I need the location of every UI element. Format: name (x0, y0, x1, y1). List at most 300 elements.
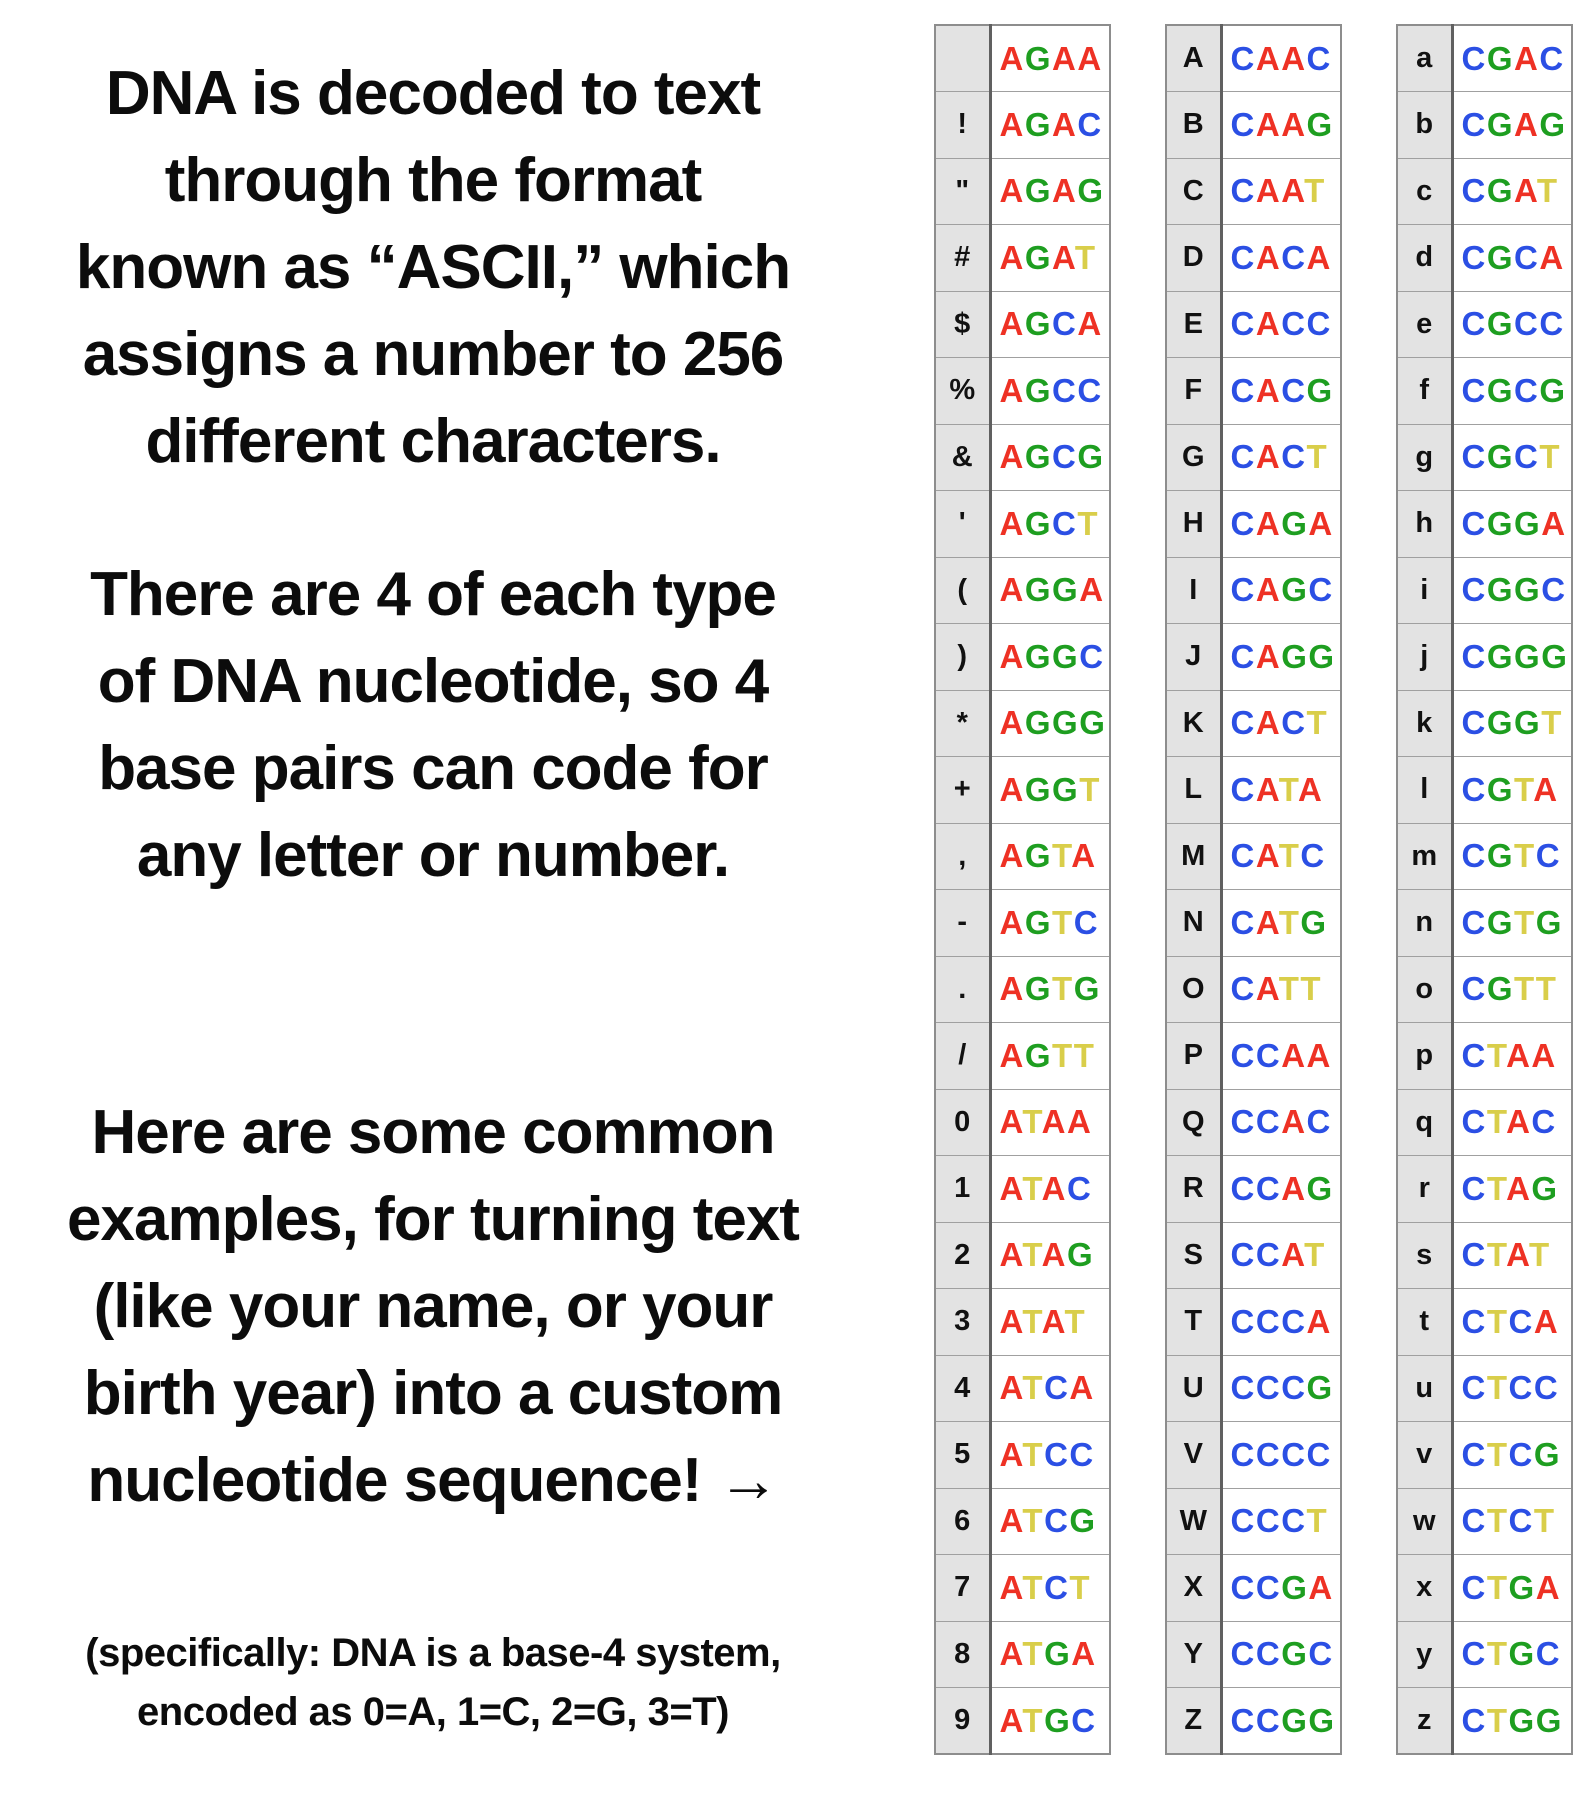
nucleotide-letter-A: A (1306, 238, 1332, 276)
nucleotide-letter-A: A (1255, 238, 1282, 276)
nucleotide-letter-A: A (1281, 1036, 1307, 1074)
dna-code-cell (1221, 424, 1341, 491)
character-cell (935, 25, 990, 92)
dna-code-cell (990, 557, 1110, 624)
nucleotide-letter-G: G (1052, 637, 1080, 675)
character-cell: t (1397, 1289, 1452, 1356)
character-cell: 4 (935, 1355, 990, 1422)
nucleotide-letter-A: A (999, 238, 1025, 276)
text-line: of DNA nucleotide, so 4 (97, 647, 769, 716)
nucleotide-letter-A: A (1041, 1103, 1067, 1141)
table-row (1397, 1355, 1572, 1422)
character-cell: p (1397, 1023, 1452, 1090)
nucleotide-letter-T: T (1304, 172, 1326, 210)
nucleotide-letter-C: C (1230, 305, 1256, 343)
nucleotide-letter-C: C (1281, 1369, 1307, 1407)
character-cell: y (1397, 1621, 1452, 1688)
character-cell: N (1166, 890, 1221, 957)
dna-code-cell (1221, 1621, 1341, 1688)
text-line: birth year) into a custom (83, 1359, 783, 1428)
dna-code-cell (990, 291, 1110, 358)
dna-code-cell (990, 1089, 1110, 1156)
nucleotide-letter-C: C (1300, 837, 1326, 875)
nucleotide-letter-C: C (1531, 1103, 1557, 1141)
nucleotide-letter-C: C (1052, 438, 1078, 476)
dna-code-cell (990, 1422, 1110, 1489)
nucleotide-letter-T: T (1528, 1236, 1551, 1274)
nucleotide-letter-A: A (999, 1502, 1023, 1540)
nucleotide-letter-G: G (1066, 1236, 1095, 1274)
nucleotide-letter-C: C (1230, 903, 1256, 941)
nucleotide-letter-G: G (1514, 704, 1542, 742)
nucleotide-letter-C: C (1535, 837, 1562, 875)
nucleotide-letter-T: T (1073, 1036, 1096, 1074)
nucleotide-letter-A: A (1506, 1036, 1532, 1074)
code-table-symbols-digits (934, 24, 1111, 1755)
nucleotide-letter-G: G (1531, 1169, 1559, 1207)
nucleotide-letter-C: C (1281, 371, 1307, 409)
nucleotide-letter-C: C (1230, 105, 1256, 143)
nucleotide-letter-C: C (1514, 238, 1540, 276)
text-panel (28, 0, 838, 1742)
nucleotide-letter-G: G (1514, 637, 1542, 675)
nucleotide-letter-A: A (999, 438, 1025, 476)
nucleotide-letter-A: A (999, 1635, 1023, 1673)
table-row (1166, 624, 1341, 691)
nucleotide-letter-G: G (1533, 1435, 1562, 1473)
character-cell: w (1397, 1488, 1452, 1555)
character-cell: G (1166, 424, 1221, 491)
character-cell: m (1397, 823, 1452, 890)
nucleotide-letter-C: C (1533, 1369, 1560, 1407)
table-row (935, 1688, 1110, 1755)
character-cell: c (1397, 158, 1452, 225)
dna-code-cell (1452, 757, 1572, 824)
nucleotide-letter-C: C (1052, 504, 1078, 542)
dna-code-cell (1221, 1156, 1341, 1223)
nucleotide-letter-G: G (1281, 504, 1309, 542)
character-cell: h (1397, 491, 1452, 558)
character-cell: O (1166, 956, 1221, 1023)
nucleotide-letter-C: C (1077, 371, 1103, 409)
dna-code-cell (1221, 823, 1341, 890)
nucleotide-letter-A: A (999, 504, 1025, 542)
table-row (935, 92, 1110, 159)
dna-code-cell (1221, 1222, 1341, 1289)
character-cell: b (1397, 92, 1452, 159)
nucleotide-letter-C: C (1230, 1169, 1256, 1207)
nucleotide-letter-T: T (1052, 837, 1072, 875)
dna-code-cell (990, 956, 1110, 1023)
nucleotide-letter-A: A (1281, 1169, 1307, 1207)
nucleotide-letter-C: C (1230, 970, 1256, 1008)
table-row (1166, 25, 1341, 92)
table-row (1397, 956, 1572, 1023)
nucleotide-letter-A: A (1514, 105, 1540, 143)
nucleotide-letter-G: G (1024, 903, 1053, 941)
character-cell: 2 (935, 1222, 990, 1289)
nucleotide-letter-C: C (1461, 1369, 1487, 1407)
table-row (1166, 557, 1341, 624)
nucleotide-letter-C: C (1461, 704, 1487, 742)
nucleotide-letter-G: G (1024, 637, 1053, 675)
dna-code-cell (1221, 624, 1341, 691)
table-row (935, 358, 1110, 425)
nucleotide-letter-T: T (1069, 1568, 1092, 1606)
nucleotide-letter-C: C (1508, 1502, 1534, 1540)
nucleotide-letter-C: C (1461, 571, 1487, 609)
dna-code-cell (1452, 1023, 1572, 1090)
dna-code-cell (990, 358, 1110, 425)
nucleotide-letter-G: G (1281, 1701, 1309, 1739)
character-cell: v (1397, 1422, 1452, 1489)
character-cell: H (1166, 491, 1221, 558)
nucleotide-letter-C: C (1077, 105, 1103, 143)
text-line: base pairs can code for (98, 734, 768, 803)
nucleotide-letter-A: A (1281, 1236, 1305, 1274)
nucleotide-letter-A: A (1297, 770, 1324, 808)
dna-code-cell (990, 690, 1110, 757)
nucleotide-letter-C: C (1230, 1701, 1256, 1739)
nucleotide-letter-C: C (1069, 1435, 1095, 1473)
nucleotide-letter-G: G (1024, 238, 1053, 276)
dna-code-cell (990, 823, 1110, 890)
nucleotide-letter-A: A (999, 1701, 1023, 1739)
nucleotide-letter-G: G (1077, 172, 1105, 210)
table-row (1397, 1422, 1572, 1489)
nucleotide-letter-A: A (1255, 903, 1279, 941)
dna-code-cell (990, 25, 1110, 92)
dna-code-cell (990, 1688, 1110, 1755)
character-cell: S (1166, 1222, 1221, 1289)
nucleotide-letter-A: A (999, 172, 1025, 210)
dna-code-cell (1452, 956, 1572, 1023)
table-row (1166, 1023, 1341, 1090)
dna-code-cell (990, 1156, 1110, 1223)
nucleotide-letter-T: T (1486, 1302, 1509, 1340)
dna-code-cell (1221, 1355, 1341, 1422)
nucleotide-letter-G: G (1308, 1701, 1336, 1739)
nucleotide-letter-T: T (1022, 1302, 1042, 1340)
text-line: known as “ASCII,” which (75, 233, 791, 302)
nucleotide-letter-A: A (999, 1036, 1025, 1074)
table-row (935, 890, 1110, 957)
nucleotide-letter-G: G (1052, 571, 1080, 609)
table-row (935, 158, 1110, 225)
dna-code-cell (1221, 225, 1341, 292)
nucleotide-letter-C: C (1230, 1435, 1256, 1473)
table-row (1397, 1156, 1572, 1223)
table-row (935, 956, 1110, 1023)
table-row (935, 1488, 1110, 1555)
dna-code-cell (990, 1222, 1110, 1289)
nucleotide-letter-C: C (1066, 1169, 1093, 1207)
nucleotide-letter-C: C (1461, 105, 1487, 143)
character-cell: ' (935, 491, 990, 558)
nucleotide-letter-C: C (1461, 1302, 1487, 1340)
nucleotide-letter-C: C (1461, 39, 1487, 77)
nucleotide-letter-A: A (1514, 39, 1540, 77)
table-row (1397, 1555, 1572, 1622)
table-row (1166, 424, 1341, 491)
nucleotide-letter-T: T (1074, 238, 1097, 276)
nucleotide-letter-T: T (1022, 1502, 1045, 1540)
nucleotide-letter-A: A (1255, 39, 1282, 77)
character-cell: J (1166, 624, 1221, 691)
dna-code-cell (1221, 1688, 1341, 1755)
nucleotide-letter-T: T (1486, 1169, 1507, 1207)
nucleotide-letter-A: A (1077, 39, 1103, 77)
dna-code-cell (1452, 1222, 1572, 1289)
character-cell: s (1397, 1222, 1452, 1289)
nucleotide-letter-A: A (999, 970, 1025, 1008)
paragraph-nucleotide-math (28, 551, 838, 899)
dna-code-cell (1221, 1023, 1341, 1090)
character-cell: 1 (935, 1156, 990, 1223)
nucleotide-letter-T: T (1052, 903, 1074, 941)
character-cell: C (1166, 158, 1221, 225)
table-row (1397, 158, 1572, 225)
nucleotide-letter-T: T (1022, 1236, 1042, 1274)
nucleotide-letter-G: G (1541, 637, 1569, 675)
dna-code-cell (990, 1488, 1110, 1555)
dna-code-cell (990, 1023, 1110, 1090)
table-row (1166, 1156, 1341, 1223)
character-cell: P (1166, 1023, 1221, 1090)
nucleotide-letter-A: A (1255, 371, 1282, 409)
nucleotide-letter-T: T (1022, 1369, 1045, 1407)
nucleotide-letter-T: T (1514, 770, 1534, 808)
dna-code-cell (990, 624, 1110, 691)
dna-code-cell (1452, 1156, 1572, 1223)
table-row (935, 1355, 1110, 1422)
nucleotide-letter-C: C (1255, 1103, 1282, 1141)
nucleotide-letter-G: G (1486, 238, 1515, 276)
nucleotide-letter-A: A (999, 1568, 1023, 1606)
nucleotide-letter-G: G (1535, 903, 1563, 941)
nucleotide-letter-C: C (1230, 1635, 1256, 1673)
character-cell: a (1397, 25, 1452, 92)
dna-code-cell (1221, 1488, 1341, 1555)
nucleotide-letter-C: C (1281, 1302, 1307, 1340)
nucleotide-letter-A: A (999, 1302, 1023, 1340)
nucleotide-letter-A: A (1041, 1169, 1067, 1207)
nucleotide-letter-C: C (1255, 1568, 1282, 1606)
dna-code-cell (1452, 491, 1572, 558)
character-cell: x (1397, 1555, 1452, 1622)
nucleotide-letter-A: A (1052, 238, 1075, 276)
nucleotide-letter-G: G (1052, 770, 1080, 808)
nucleotide-letter-C: C (1308, 571, 1334, 609)
nucleotide-letter-T: T (1514, 970, 1536, 1008)
dna-code-cell (1452, 1289, 1572, 1356)
nucleotide-letter-G: G (1281, 1635, 1309, 1673)
dna-code-cell (1452, 158, 1572, 225)
table-row (935, 624, 1110, 691)
nucleotide-letter-C: C (1230, 39, 1256, 77)
nucleotide-letter-C: C (1461, 903, 1487, 941)
nucleotide-letter-C: C (1073, 903, 1100, 941)
dna-code-cell (1221, 1422, 1341, 1489)
nucleotide-letter-A: A (1541, 504, 1567, 542)
character-cell: f (1397, 358, 1452, 425)
code-tables (934, 24, 1573, 1755)
nucleotide-letter-T: T (1486, 1568, 1509, 1606)
nucleotide-letter-T: T (1486, 1502, 1509, 1540)
nucleotide-letter-C: C (1461, 637, 1487, 675)
nucleotide-letter-G: G (1306, 105, 1334, 143)
nucleotide-letter-C: C (1281, 238, 1307, 276)
character-cell: 3 (935, 1289, 990, 1356)
nucleotide-letter-C: C (1230, 637, 1256, 675)
footnote-line: (specifically: DNA is a base-4 system, (85, 1631, 781, 1675)
nucleotide-letter-G: G (1024, 571, 1053, 609)
dna-code-cell (990, 1355, 1110, 1422)
table-row (935, 1222, 1110, 1289)
nucleotide-letter-T: T (1486, 1369, 1509, 1407)
nucleotide-letter-C: C (1230, 371, 1256, 409)
table-row (1166, 1555, 1341, 1622)
code-table-lowercase (1396, 24, 1573, 1755)
dna-code-cell (1221, 757, 1341, 824)
dna-code-cell (1221, 291, 1341, 358)
dna-code-cell (1452, 823, 1572, 890)
nucleotide-letter-G: G (1486, 571, 1515, 609)
nucleotide-letter-C: C (1541, 571, 1567, 609)
nucleotide-letter-A: A (999, 704, 1025, 742)
nucleotide-letter-A: A (999, 1169, 1023, 1207)
character-cell: K (1166, 690, 1221, 757)
character-cell: r (1397, 1156, 1452, 1223)
table-row (935, 291, 1110, 358)
nucleotide-letter-C: C (1508, 1369, 1534, 1407)
character-cell: % (935, 358, 990, 425)
nucleotide-letter-A: A (1052, 39, 1078, 77)
nucleotide-letter-C: C (1230, 1236, 1256, 1274)
nucleotide-letter-G: G (1486, 105, 1515, 143)
nucleotide-letter-C: C (1461, 238, 1487, 276)
nucleotide-letter-G: G (1306, 1369, 1334, 1407)
nucleotide-letter-A: A (1308, 504, 1334, 542)
text-line: any letter or number. (136, 821, 730, 890)
character-cell: $ (935, 291, 990, 358)
dna-code-cell (1452, 358, 1572, 425)
nucleotide-letter-A: A (999, 105, 1025, 143)
nucleotide-letter-A: A (999, 1435, 1023, 1473)
dna-code-cell (1452, 1621, 1572, 1688)
table-row (935, 1023, 1110, 1090)
nucleotide-letter-C: C (1461, 1169, 1487, 1207)
table-row (935, 1621, 1110, 1688)
character-cell: I (1166, 557, 1221, 624)
character-cell: . (935, 956, 990, 1023)
dna-code-cell (990, 92, 1110, 159)
character-cell: U (1166, 1355, 1221, 1422)
nucleotide-letter-C: C (1461, 371, 1487, 409)
character-cell: L (1166, 757, 1221, 824)
nucleotide-letter-T: T (1533, 1502, 1556, 1540)
nucleotide-letter-C: C (1230, 172, 1256, 210)
nucleotide-letter-A: A (999, 837, 1025, 875)
text-line: assigns a number to 256 (82, 320, 784, 389)
dna-code-cell (1221, 890, 1341, 957)
table-row (1397, 890, 1572, 957)
nucleotide-letter-G: G (1539, 371, 1567, 409)
character-cell: ! (935, 92, 990, 159)
nucleotide-letter-A: A (1539, 238, 1565, 276)
nucleotide-letter-A: A (1281, 1103, 1307, 1141)
nucleotide-letter-A: A (1069, 1369, 1095, 1407)
nucleotide-letter-A: A (1531, 1036, 1557, 1074)
character-cell: o (1397, 956, 1452, 1023)
nucleotide-letter-C: C (1508, 1435, 1534, 1473)
dna-code-cell (990, 1555, 1110, 1622)
nucleotide-letter-G: G (1077, 438, 1105, 476)
nucleotide-letter-A: A (1079, 571, 1105, 609)
nucleotide-letter-G: G (1308, 637, 1336, 675)
table-row (1397, 25, 1572, 92)
nucleotide-letter-G: G (1535, 1701, 1563, 1739)
text-line: (like your name, or your (93, 1272, 773, 1341)
table-row (935, 757, 1110, 824)
nucleotide-letter-T: T (1022, 1435, 1045, 1473)
dna-code-cell (1452, 25, 1572, 92)
character-cell: " (935, 158, 990, 225)
table-row (1166, 1621, 1341, 1688)
character-cell: z (1397, 1688, 1452, 1755)
nucleotide-letter-C: C (1461, 1568, 1487, 1606)
table-row (935, 690, 1110, 757)
table-row (1397, 358, 1572, 425)
nucleotide-letter-C: C (1461, 438, 1487, 476)
dna-code-cell (1452, 92, 1572, 159)
nucleotide-letter-T: T (1486, 1701, 1509, 1739)
character-cell: i (1397, 557, 1452, 624)
nucleotide-letter-G: G (1486, 903, 1515, 941)
dna-code-cell (1221, 158, 1341, 225)
dna-code-cell (990, 424, 1110, 491)
nucleotide-letter-A: A (1255, 305, 1282, 343)
nucleotide-letter-T: T (1541, 704, 1563, 742)
nucleotide-letter-G: G (1024, 438, 1053, 476)
dna-code-cell (1452, 1422, 1572, 1489)
character-cell: k (1397, 690, 1452, 757)
nucleotide-letter-A: A (1255, 105, 1282, 143)
character-cell: l (1397, 757, 1452, 824)
table-row (1397, 557, 1572, 624)
character-cell: E (1166, 291, 1221, 358)
nucleotide-letter-A: A (1281, 172, 1305, 210)
table-row (1166, 1089, 1341, 1156)
nucleotide-letter-T: T (1278, 903, 1301, 941)
nucleotide-letter-A: A (999, 305, 1025, 343)
table-row (1397, 1289, 1572, 1356)
character-cell: - (935, 890, 990, 957)
nucleotide-letter-G: G (1281, 571, 1309, 609)
nucleotide-letter-G: G (1281, 637, 1309, 675)
nucleotide-letter-A: A (1255, 770, 1279, 808)
nucleotide-letter-G: G (1300, 903, 1328, 941)
nucleotide-letter-C: C (1230, 837, 1256, 875)
text-line: through the format (164, 146, 702, 215)
nucleotide-letter-T: T (1304, 1236, 1326, 1274)
nucleotide-letter-C: C (1255, 1701, 1282, 1739)
nucleotide-letter-T: T (1306, 1502, 1329, 1540)
table-row (1397, 1688, 1572, 1755)
dna-code-cell (990, 491, 1110, 558)
table-row (1397, 624, 1572, 691)
nucleotide-letter-T: T (1022, 1103, 1042, 1141)
